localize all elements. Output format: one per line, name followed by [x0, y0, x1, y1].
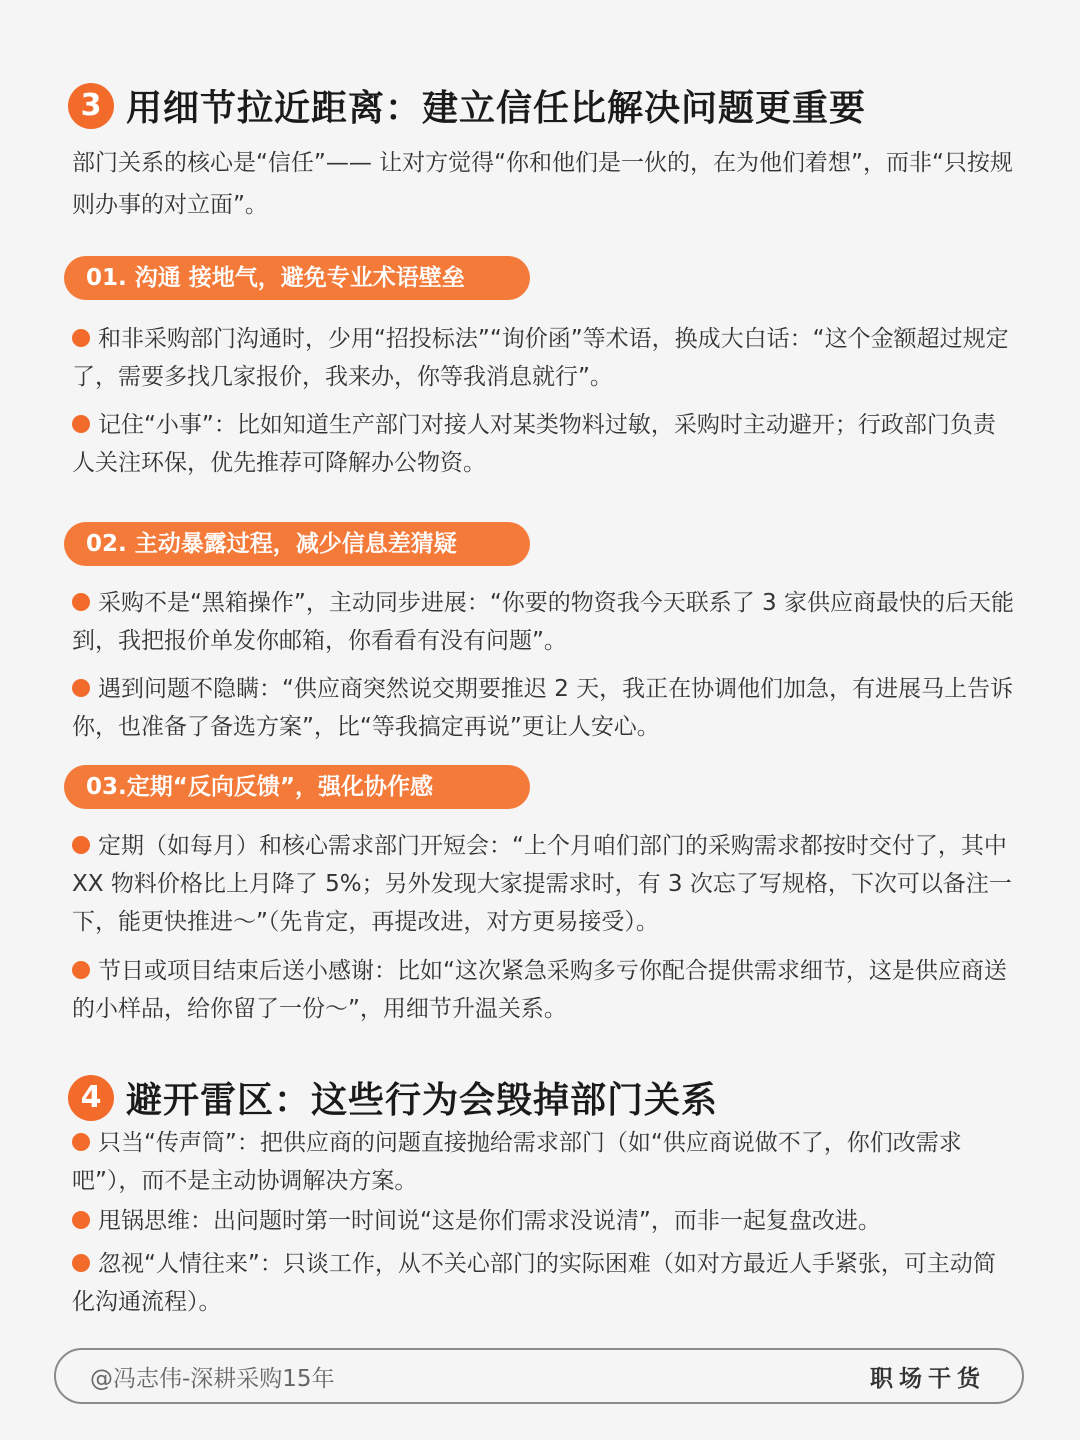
bullet-dot-icon — [72, 593, 90, 611]
bullet-dot-icon — [72, 1211, 90, 1229]
bullet-text: 甩锅思维：出问题时第一时间说“这是你们需求没说清”，而非一起复盘改进。 — [98, 1208, 881, 1234]
bullet-dot-icon — [72, 836, 90, 854]
bullet-item — [72, 1245, 1017, 1321]
bullet-item — [72, 406, 1017, 482]
bullet-dot-icon — [72, 329, 90, 347]
subsection-heading-03: 03.定期“反向反馈”，强化协作感 — [64, 765, 530, 809]
section-number-badge: 4 — [68, 1075, 114, 1121]
bullet-dot-icon — [72, 1133, 90, 1151]
bullet-text: 忽视“人情往来”：只谈工作，从不关心部门的实际困难（如对方最近人手紧张，可主动简化沟通流程）。 — [72, 1251, 996, 1315]
bullet-item — [72, 827, 1017, 941]
bullet-dot-icon — [72, 961, 90, 979]
bullet-dot-icon — [72, 415, 90, 433]
section-4-header — [68, 1072, 718, 1123]
bullet-item — [72, 1202, 1017, 1240]
bullet-item — [72, 670, 1017, 746]
section-3-header — [68, 80, 866, 131]
bullet-text: 记住“小事”：比如知道生产部门对接人对某类物料过敏，采购时主动避开；行政部门负责人关注环保，优先推荐可降解办公物资。 — [72, 412, 996, 476]
bullet-item — [72, 1124, 1017, 1200]
bullet-item — [72, 952, 1017, 1028]
section-intro: 部门关系的核心是“信任”—— 让对方觉得“你和他们是一伙的，在为他们着想”，而非“只按规则办事的对立面”。 — [72, 150, 1013, 218]
bullet-item — [72, 320, 1017, 396]
section-title: 避开雷区：这些行为会毁掉部门关系 — [126, 1080, 719, 1121]
footer-bar — [54, 1348, 1024, 1404]
bullet-dot-icon — [72, 1254, 90, 1272]
author-handle: @冯志伟-深耕采购15年 — [90, 1365, 335, 1392]
bullet-dot-icon — [72, 679, 90, 697]
bullet-text: 遇到问题不隐瞒：“供应商突然说交期要推迟 2 天，我正在协调他们加急，有进展马上告诉你，也准备了备选方案”，比“等我搞定再说”更让人安心。 — [72, 676, 1014, 740]
subsection-heading-01: 01. 沟通 接地气，避免专业术语壁垒 — [64, 256, 530, 300]
subsection-heading-02: 02. 主动暴露过程，减少信息差猜疑 — [64, 522, 530, 566]
bullet-item — [72, 584, 1017, 660]
bullet-text: 和非采购部门沟通时，少用“招投标法”“询价函”等术语，换成大白话：“这个金额超过规定了，需要多找几家报价，我来办，你等我消息就行”。 — [72, 326, 1009, 390]
bullet-text: 定期（如每月）和核心需求部门开短会：“上个月咱们部门的采购需求都按时交付了，其中 XX 物料价格比上月降了 5%；另外发现大家提需求时，有 3 次忘了写规格，下次可以备注一下，能更快推进～”（先肯定，再提改进，对方更易接受）。 — [72, 833, 1012, 935]
bullet-text: 只当“传声筒”：把供应商的问题直接抛给需求部门（如“供应商说做不了，你们改需求吧”），而不是主动协调解决方案。 — [72, 1130, 962, 1194]
bullet-text: 采购不是“黑箱操作”，主动同步进展：“你要的物资我今天联系了 3 家供应商最快的后天能到，我把报价单发你邮箱，你看看有没有问题”。 — [72, 590, 1015, 654]
bullet-text: 节日或项目结束后送小感谢：比如“这次紧急采购多亏你配合提供需求细节，这是供应商送的小样品，给你留了一份～”，用细节升温关系。 — [72, 958, 1007, 1022]
section-title: 用细节拉近距离：建立信任比解决问题更重要 — [126, 88, 867, 129]
section-number-badge: 3 — [68, 83, 114, 129]
category-tag: 职场干货 — [870, 1365, 986, 1392]
